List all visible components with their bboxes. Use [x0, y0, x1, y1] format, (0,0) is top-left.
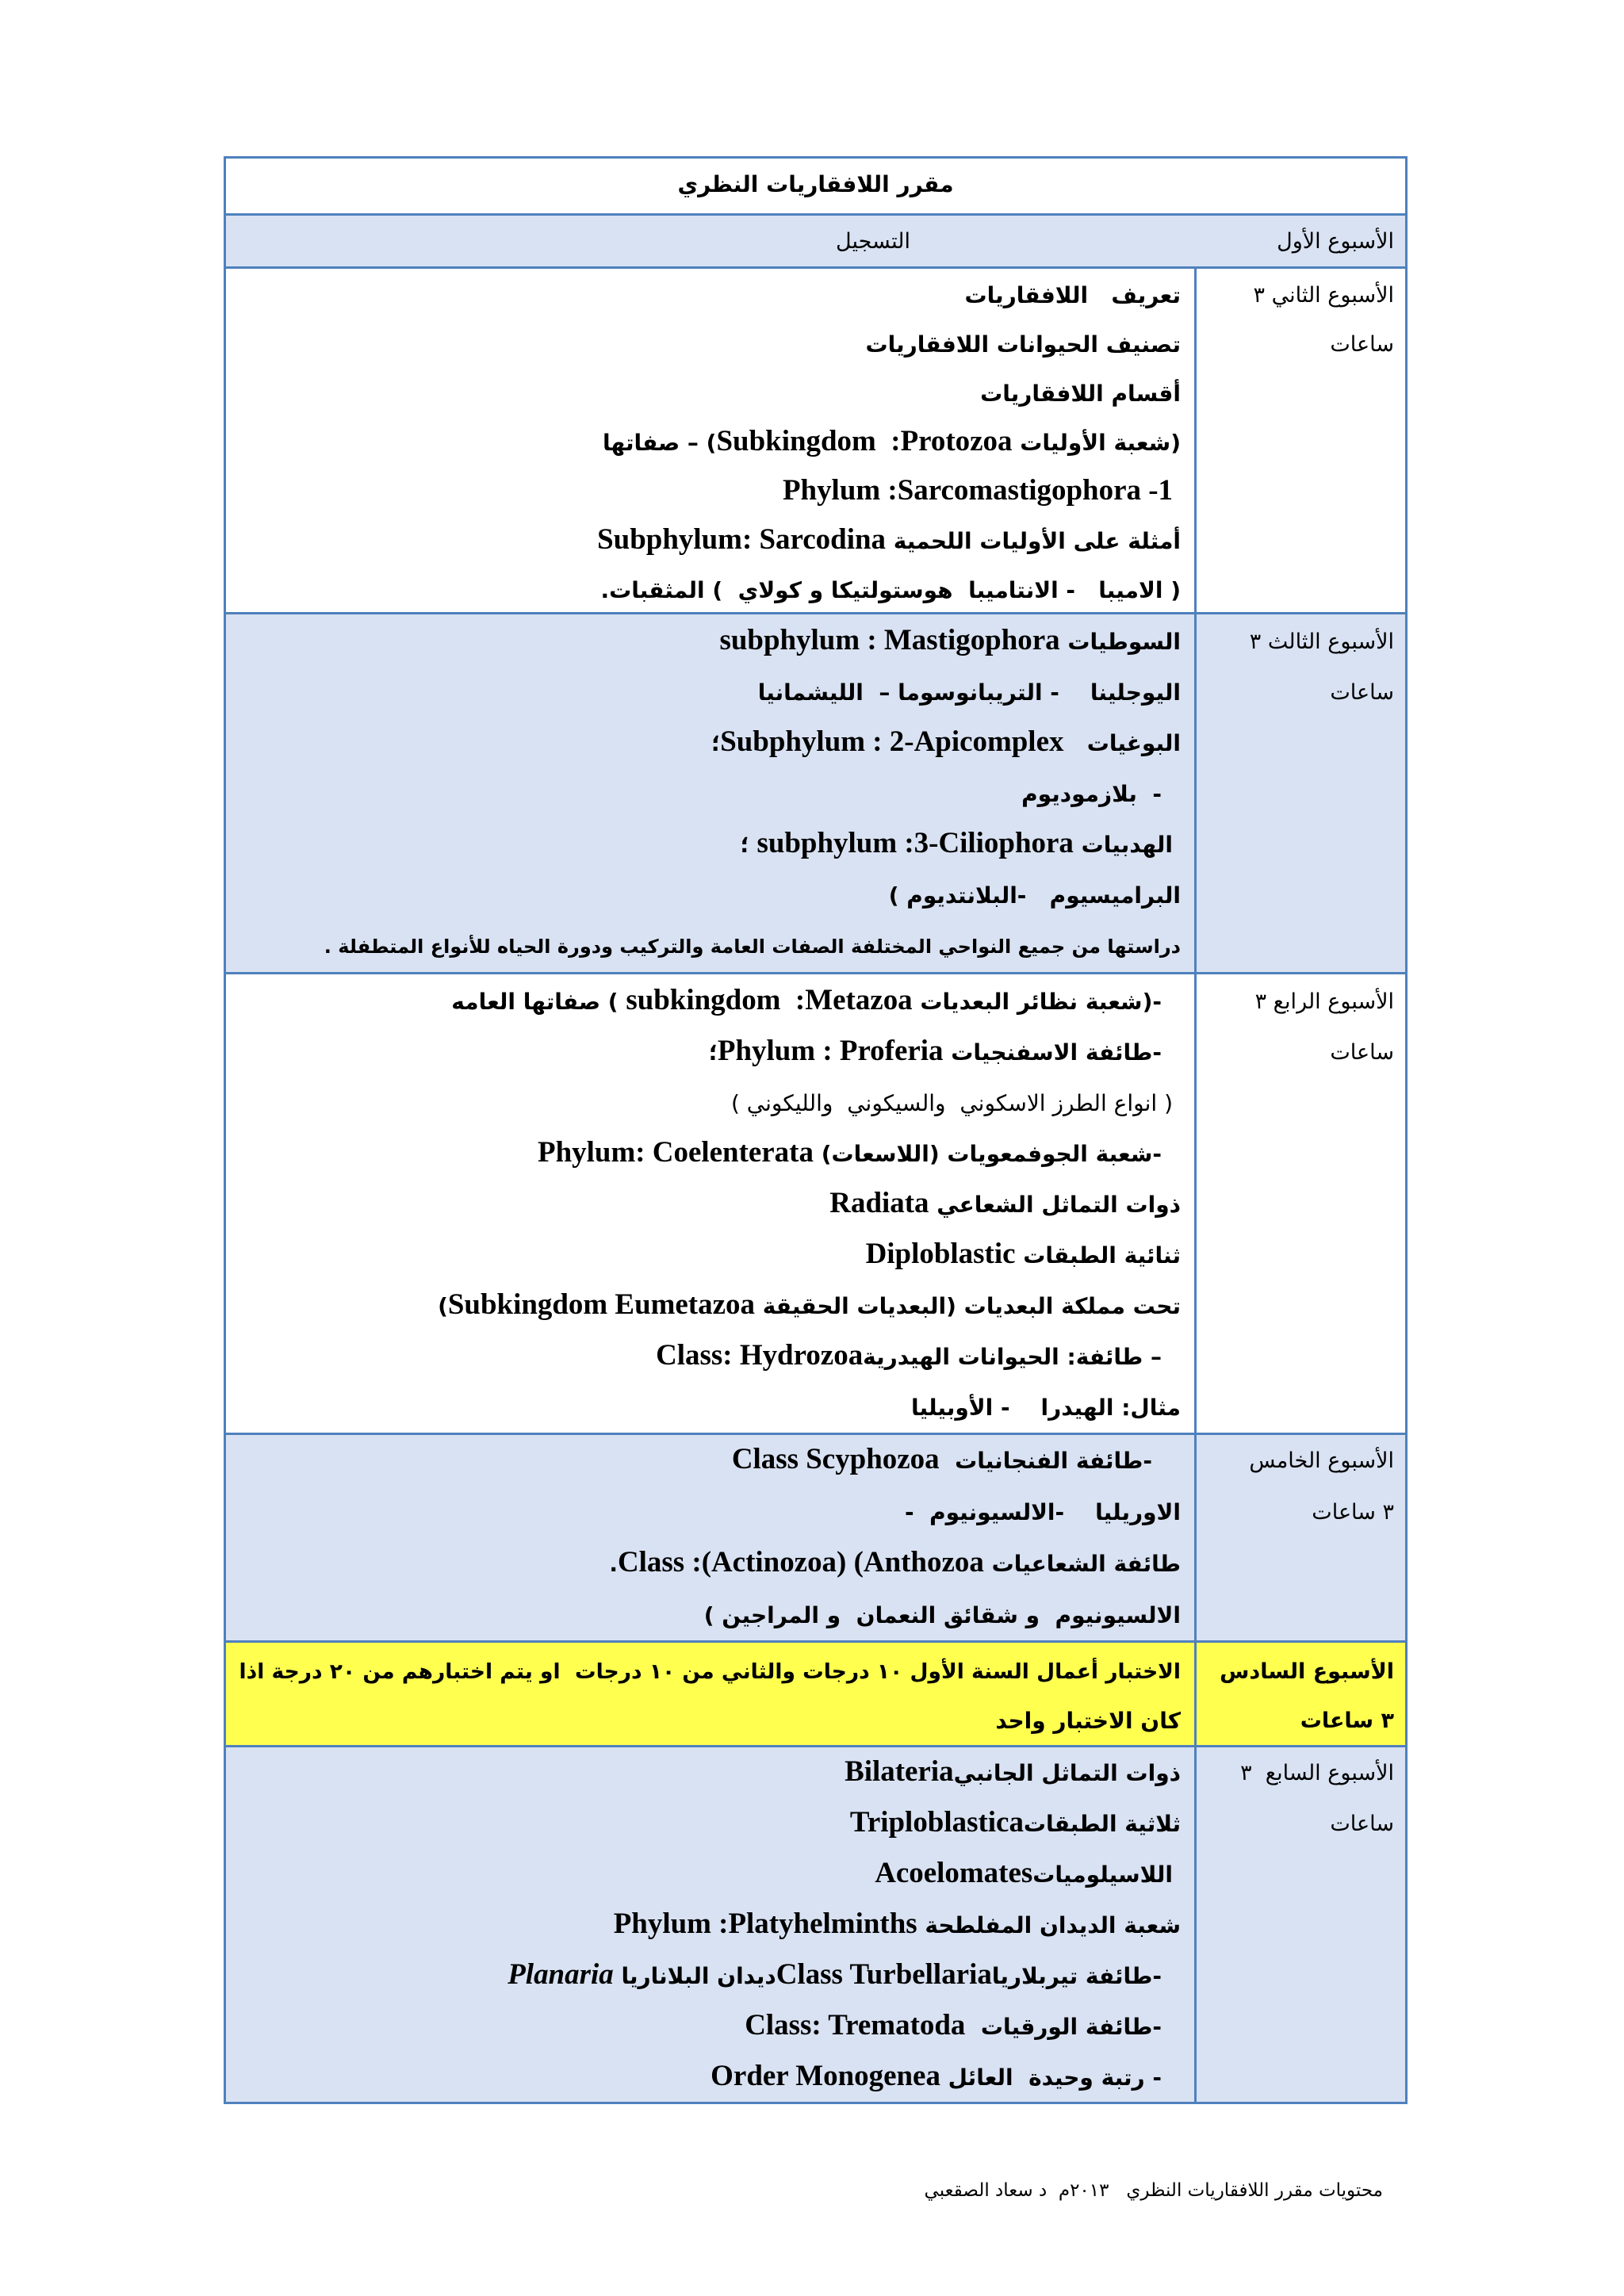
latin-term: subphylum : Mastigophora — [719, 623, 1060, 656]
content-line: البوغيات Subphylum : 2-Apicomplex؛ — [710, 725, 1181, 757]
latin-term: Phylum :Platyhelminths — [613, 1907, 917, 1939]
latin-term: Subkingdom :Protozoa — [716, 424, 1013, 457]
content-line: السوطيات subphylum : Mastigophora — [719, 623, 1181, 656]
week-label-cell — [1194, 974, 1405, 1433]
content-line: اللاسيلومياتAcoelomates — [875, 1856, 1173, 1888]
week-label-cell — [1194, 614, 1405, 972]
content-line: ( الاميبا - الانتاميبا هوستولتيكا و كولاي ) المثقبات. — [600, 577, 1181, 603]
latin-term: Class Scyphozoa — [731, 1442, 940, 1475]
week-label-line: الأسبوع الثالث ٣ — [1249, 629, 1394, 654]
content-line: طائفة الشعاعيات Class :(Actinozoa) (Anthozoa. — [609, 1545, 1181, 1578]
latin-term: Subkingdom Eumetazoa — [447, 1288, 755, 1320]
week-row — [226, 972, 1405, 1433]
content-line: الالسيونيوم و شقائق النعمان و المراجين ) — [703, 1602, 1181, 1628]
content-line: -طائفة تيربلارياClass Turbellariaديدان البلاناريا Planaria — [508, 1957, 1162, 1990]
content-line: أقسام اللافقاريات — [980, 381, 1181, 407]
week-label-cell — [1194, 269, 1405, 612]
table-header-row — [226, 159, 1405, 213]
content-line: -طائفة الورقيات Class: Trematoda — [745, 2008, 1162, 2041]
latin-term: Class: Trematoda — [745, 2008, 966, 2041]
content-line: ذوات التماثل الشعاعي Radiata — [829, 1186, 1181, 1219]
content-line: ثلاثية الطبقاتTriploblastica — [849, 1805, 1181, 1838]
week-label-line: الأسبوع الأول — [1277, 229, 1394, 254]
week-label-line: ٣ ساعات — [1312, 1500, 1394, 1525]
content-line: تحت مملكة البعديات (البعديات الحقيقة Subkingdom Eumetazoa) — [438, 1288, 1181, 1320]
content-line: البراميسيوم -البلانتديوم ) — [888, 882, 1181, 909]
week-label-cell — [1194, 1435, 1405, 1640]
content-line: تعريف اللافقاريات — [964, 282, 1181, 308]
latin-term: Class :(Actinozoa) (Anthozoa — [617, 1545, 984, 1578]
week-label-line: الأسبوع الرابع ٣ — [1254, 989, 1394, 1014]
latin-term: Subphylum: Sarcodina — [597, 522, 886, 555]
week-content-cell — [226, 1747, 1194, 2102]
content-line: الاختبار أعمال السنة الأول ١٠ درجات والثاني من ١٠ درجات او يتم اختبارهم من ٢٠ درجة اذا — [239, 1659, 1181, 1684]
latin-term: subkingdom :Metazoa — [626, 983, 913, 1016]
week-row — [226, 1745, 1405, 2102]
week-content-cell — [226, 614, 1194, 972]
week-label-line: ٣ ساعات — [1300, 1709, 1394, 1733]
week-content-cell — [226, 1643, 1194, 1745]
week-row — [226, 266, 1405, 612]
content-line: اليوجلينا - التريبانوسوما – الليشمانيا — [757, 679, 1181, 706]
latin-term: Class Turbellaria — [776, 1957, 992, 1990]
latin-term: Radiata — [829, 1186, 929, 1219]
week-row — [226, 1433, 1405, 1640]
week-content-cell — [226, 974, 1194, 1433]
week-content-cell — [226, 216, 1194, 266]
week-content-cell — [226, 1435, 1194, 1640]
latin-term: subphylum :3-Ciliophora — [756, 826, 1074, 859]
content-line: -طائفة الفنجانيات Class Scyphozoa — [731, 1442, 1152, 1475]
content-line: ( انواع الطرز الاسكوني والسيكوني والليكوني ) — [730, 1090, 1173, 1116]
latin-term: Order Monogenea — [710, 2059, 940, 2091]
week-label-line: الأسبوع الخامس — [1249, 1448, 1394, 1473]
content-line: ثنائية الطبقات Diploblastic — [865, 1237, 1181, 1269]
content-line: -(شعبة نظائر البعديات subkingdom :Metazoa ) صفاتها العامه — [451, 983, 1162, 1016]
content-line: الاوريليا -الالسيونيوم - — [904, 1499, 1181, 1525]
content-line: -طائفة الاسفنجيات Phylum : Proferia؛ — [708, 1034, 1162, 1066]
latin-term: 1- Phylum :Sarcomastigophora — [782, 473, 1173, 506]
week-label-cell — [1194, 1747, 1405, 2102]
latin-term: Class: Hydrozoa — [656, 1338, 864, 1371]
week-label-line: ساعات — [1330, 1040, 1394, 1065]
week-row — [226, 213, 1405, 266]
latin-term: Planaria — [508, 1957, 614, 1990]
page-footer: محتويات مقرر اللافقاريات النظري ٢٠١٣م د سعاد الصقعبي — [924, 2180, 1383, 2201]
content-line: الهدبيات subphylum :3-Ciliophora ؛ — [740, 826, 1173, 859]
content-line: تصنيف الحيوانات اللافقاريات — [865, 331, 1181, 358]
week-row-highlighted — [226, 1640, 1405, 1745]
content-line: -شعبة الجوفمعويات (اللاسعات) Phylum: Coelenterata — [538, 1135, 1162, 1168]
week-label-line: الأسبوع الثاني ٣ — [1253, 283, 1394, 308]
week-label-line: الأسبوع السابع ٣ — [1240, 1761, 1394, 1785]
week-label-cell — [1194, 1643, 1405, 1745]
content-line: كان الاختبار واحد — [995, 1708, 1181, 1734]
week-label-line: الأسبوع السادس — [1220, 1659, 1394, 1684]
content-line: مثال: الهيدرا - الأوبيليا — [911, 1395, 1181, 1421]
content-line: دراستها من جميع النواحي المختلفة الصفات العامة والتركيب ودورة الحياه للأنواع المتطفلة . — [324, 936, 1181, 958]
latin-term: Diploblastic — [865, 1237, 1016, 1269]
week-content-cell — [226, 269, 1194, 612]
content-line — [236, 468, 1181, 517]
content-line: – طائفة: الحيوانات الهيدريةClass: Hydrozoa — [656, 1338, 1162, 1371]
content-line: (شعبة الأوليات Subkingdom :Protozoa) – صفاتها — [602, 424, 1181, 457]
content-line: ذوات التماثل الجانبيBilateria — [845, 1755, 1181, 1787]
week-label-cell — [1194, 216, 1405, 266]
latin-term: Acoelomates — [875, 1856, 1033, 1888]
week-label-line: ساعات — [1330, 332, 1394, 357]
content-line: التسجيل — [836, 229, 910, 254]
content-line: شعبة الديدان المفلطحة Phylum :Platyhelminths — [613, 1907, 1181, 1939]
content-line: - رتبة وحيدة العائل Order Monogenea — [710, 2059, 1162, 2091]
latin-term: Subphylum : 2-Apicomplex — [720, 725, 1064, 757]
latin-term: Phylum : Proferia — [717, 1034, 944, 1066]
content-line: أمثلة على الأوليات اللحمية Subphylum: Sarcodina — [597, 522, 1181, 555]
week-label-line: ساعات — [1330, 680, 1394, 705]
course-table — [224, 156, 1408, 2104]
latin-term: Bilateria — [845, 1755, 954, 1787]
week-row — [226, 612, 1405, 972]
content-line: - بلازموديوم — [1021, 781, 1162, 807]
latin-term: Phylum: Coelenterata — [538, 1135, 814, 1168]
latin-term: Triploblastica — [849, 1805, 1024, 1838]
course-title: مقرر اللافقاريات النظري — [677, 171, 954, 197]
week-label-line: ساعات — [1330, 1812, 1394, 1836]
